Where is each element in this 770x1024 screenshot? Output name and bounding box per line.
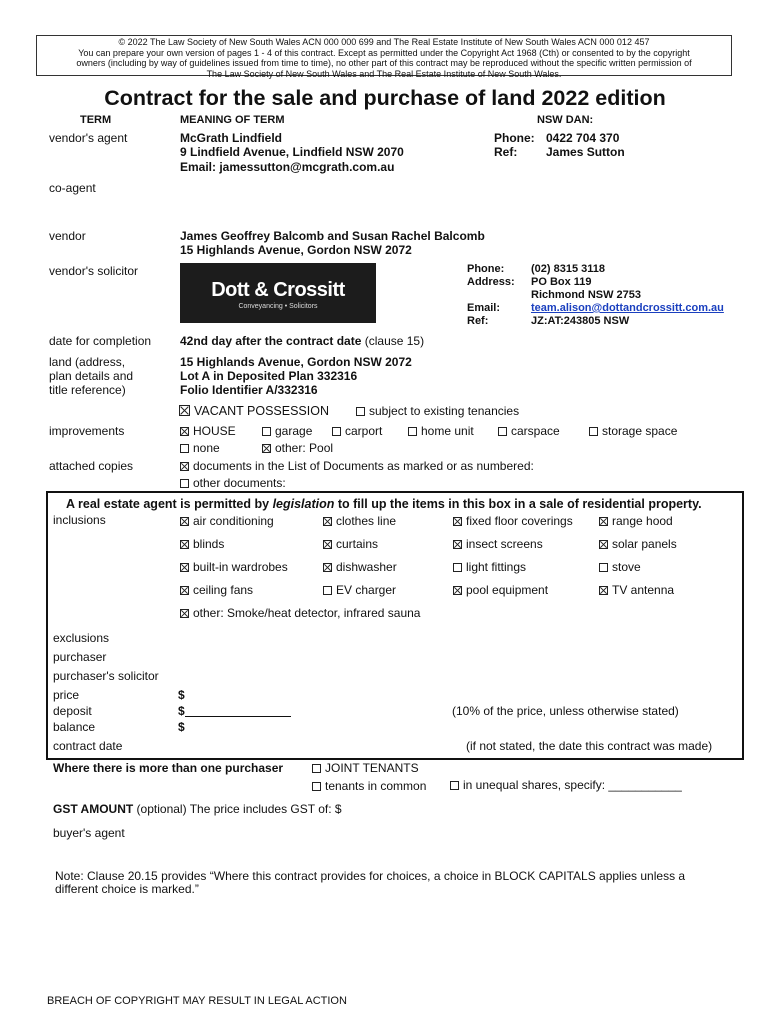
checked-box-icon[interactable] bbox=[180, 563, 189, 572]
solicitor-phone: (02) 8315 3118 bbox=[531, 263, 606, 275]
option-text: other: Pool bbox=[275, 441, 334, 455]
inclusion-item[interactable] bbox=[453, 537, 543, 551]
option-text: blinds bbox=[193, 537, 225, 551]
solicitor-ref-label: Ref: bbox=[467, 315, 489, 327]
improvement-none[interactable] bbox=[180, 441, 220, 455]
checked-box-icon[interactable] bbox=[180, 540, 189, 549]
logo-name: Dott & Crossitt bbox=[211, 279, 345, 301]
land-label-2: plan details and bbox=[49, 369, 134, 383]
inclusion-item[interactable] bbox=[323, 560, 397, 574]
unchecked-box-icon[interactable] bbox=[262, 427, 271, 436]
inclusion-item[interactable] bbox=[453, 560, 526, 574]
agent-phone-label: Phone: bbox=[494, 131, 535, 145]
copyright-warning-footer: BREACH OF COPYRIGHT MAY RESULT IN LEGAL ACTION bbox=[47, 995, 347, 1007]
gst-label: GST AMOUNT bbox=[53, 802, 134, 816]
dott-crossitt-logo bbox=[180, 263, 376, 323]
land-folio: Folio Identifier A/332316 bbox=[180, 383, 318, 397]
inclusion-other[interactable] bbox=[180, 606, 420, 620]
option-text: insect screens bbox=[466, 537, 543, 551]
heading-text: to fill up the items in this box in a sale of residential property. bbox=[334, 497, 702, 511]
completion-note: (clause 15) bbox=[364, 334, 425, 348]
option-text: storage space bbox=[602, 424, 678, 438]
vendor-address: 15 Highlands Avenue, Gordon NSW 2072 bbox=[180, 243, 412, 257]
page-title: Contract for the sale and purchase of land 2022 edition bbox=[104, 86, 666, 110]
land-plan: Lot A in Deposited Plan 332316 bbox=[180, 369, 358, 383]
agent-ref-label: Ref: bbox=[494, 145, 518, 159]
heading-text: A real estate agent is permitted by bbox=[66, 497, 273, 511]
option-text: documents in the List of Documents as marked or as numbered: bbox=[193, 459, 534, 473]
improvements-label: improvements bbox=[49, 424, 125, 438]
agent-address: 9 Lindfield Avenue, Lindfield NSW 2070 bbox=[180, 145, 404, 159]
checked-box-icon[interactable] bbox=[179, 405, 190, 416]
inclusion-item[interactable] bbox=[180, 537, 224, 551]
unchecked-box-icon[interactable] bbox=[408, 427, 417, 436]
copyright-line: © 2022 The Law Society of New South Wales ACN 000 000 699 and The Real Estate Institute of New South Wales ACN 000 012 457 bbox=[118, 37, 650, 47]
checked-box-icon[interactable] bbox=[180, 517, 189, 526]
unequal-shares-option[interactable] bbox=[450, 778, 682, 792]
improvement-storage[interactable] bbox=[589, 424, 677, 438]
improvement-carspace[interactable] bbox=[498, 424, 560, 438]
vacant-possession-option[interactable] bbox=[179, 404, 329, 418]
checked-box-icon[interactable] bbox=[453, 517, 462, 526]
inclusion-item[interactable] bbox=[453, 514, 573, 528]
price-label: price bbox=[53, 688, 80, 702]
inclusion-item[interactable] bbox=[323, 514, 396, 528]
option-text: TV antenna bbox=[612, 583, 675, 597]
unchecked-box-icon[interactable] bbox=[332, 427, 341, 436]
option-text: home unit bbox=[421, 424, 474, 438]
inclusion-item[interactable] bbox=[323, 583, 396, 597]
option-text: none bbox=[193, 441, 220, 455]
agent-fill-box bbox=[46, 491, 744, 760]
unchecked-box-icon[interactable] bbox=[498, 427, 507, 436]
checked-box-icon[interactable] bbox=[599, 586, 608, 595]
checked-box-icon[interactable] bbox=[453, 540, 462, 549]
note-line-1: Note: Clause 20.15 provides “Where this contract provides for choices, a choice in BLOCK CAPITALS applies unless a bbox=[55, 869, 686, 883]
agent-phone: 0422 704 370 bbox=[546, 131, 620, 145]
inclusion-item[interactable] bbox=[180, 560, 288, 574]
box-heading bbox=[66, 497, 702, 511]
balance-dollar: $ bbox=[178, 720, 185, 734]
term-header: TERM bbox=[80, 114, 112, 126]
option-text: in unequal shares, specify: ___________ bbox=[463, 778, 682, 792]
completion-value bbox=[180, 334, 424, 348]
contract-date-label: contract date bbox=[53, 739, 123, 753]
solicitor-ref: JZ:AT:243805 NSW bbox=[531, 315, 630, 327]
unchecked-box-icon[interactable] bbox=[180, 479, 189, 488]
checked-box-icon[interactable] bbox=[323, 517, 332, 526]
checked-box-icon[interactable] bbox=[453, 586, 462, 595]
checked-box-icon[interactable] bbox=[180, 586, 189, 595]
solicitor-email-label: Email: bbox=[467, 302, 501, 314]
vendors-agent-label: vendor's agent bbox=[49, 131, 128, 145]
deposit-dollar: $ bbox=[178, 704, 185, 718]
unchecked-box-icon[interactable] bbox=[312, 782, 321, 791]
unchecked-box-icon[interactable] bbox=[453, 563, 462, 572]
nsw-dan-header: NSW DAN: bbox=[537, 114, 594, 126]
checked-box-icon[interactable] bbox=[262, 444, 271, 453]
land-label-3: title reference) bbox=[49, 383, 126, 397]
checked-box-icon[interactable] bbox=[599, 517, 608, 526]
solicitor-address-1: PO Box 119 bbox=[531, 276, 592, 288]
option-text: tenants in common bbox=[325, 779, 427, 793]
solicitor-address-label: Address: bbox=[467, 276, 515, 288]
joint-tenants-option[interactable] bbox=[312, 761, 419, 775]
option-text: dishwasher bbox=[336, 560, 397, 574]
balance-label: balance bbox=[53, 720, 96, 734]
option-text: carport bbox=[345, 424, 383, 438]
checked-box-icon[interactable] bbox=[323, 540, 332, 549]
vendors-solicitor-label: vendor's solicitor bbox=[49, 264, 138, 278]
option-text: pool equipment bbox=[466, 583, 549, 597]
option-text: solar panels bbox=[612, 537, 677, 551]
improvement-home-unit[interactable] bbox=[408, 424, 474, 438]
option-text: other: Smoke/heat detector, infrared sauna bbox=[193, 606, 421, 620]
agent-email: Email: jamessutton@mcgrath.com.au bbox=[180, 160, 395, 174]
attached-documents-option[interactable] bbox=[180, 459, 534, 473]
vacant-possession-text: VACANT POSSESSION bbox=[194, 404, 329, 418]
purchasers-solicitor-label: purchaser's solicitor bbox=[53, 669, 159, 683]
inclusion-item[interactable] bbox=[599, 560, 641, 574]
deposit-field[interactable] bbox=[178, 704, 291, 718]
checked-box-icon[interactable] bbox=[599, 540, 608, 549]
solicitor-email-link[interactable]: team.alison@dottandcrossitt.com.au bbox=[531, 302, 724, 314]
inclusion-item[interactable] bbox=[599, 583, 674, 597]
completion-days: 42nd day after the contract date bbox=[180, 334, 362, 348]
vendor-label: vendor bbox=[49, 229, 86, 243]
existing-tenancies-option[interactable] bbox=[356, 404, 519, 418]
inclusion-item[interactable] bbox=[599, 514, 673, 528]
agent-ref: James Sutton bbox=[546, 145, 625, 159]
inclusion-item[interactable] bbox=[453, 583, 548, 597]
solicitor-address-2: Richmond NSW 2753 bbox=[531, 289, 642, 301]
meaning-header: MEANING OF TERM bbox=[180, 114, 285, 126]
existing-tenancies-text: subject to existing tenancies bbox=[369, 404, 520, 418]
more-than-one-purchaser-label: Where there is more than one purchaser bbox=[53, 761, 284, 775]
checked-box-icon[interactable] bbox=[180, 427, 189, 436]
land-label-1: land (address, bbox=[49, 355, 126, 369]
option-text: stove bbox=[612, 560, 641, 574]
checked-box-icon[interactable] bbox=[323, 563, 332, 572]
option-text: clothes line bbox=[336, 514, 397, 528]
unchecked-box-icon[interactable] bbox=[599, 563, 608, 572]
copyright-notice bbox=[36, 35, 732, 79]
deposit-label: deposit bbox=[53, 704, 92, 718]
inclusion-item[interactable] bbox=[180, 583, 253, 597]
improvement-other[interactable] bbox=[262, 441, 333, 455]
buyers-agent-label: buyer's agent bbox=[53, 826, 125, 840]
exclusions-label: exclusions bbox=[53, 631, 110, 645]
purchaser-label: purchaser bbox=[53, 650, 107, 664]
option-text: light fittings bbox=[466, 560, 527, 574]
completion-label: date for completion bbox=[49, 334, 152, 348]
gst-amount bbox=[53, 802, 342, 816]
option-text: ceiling fans bbox=[193, 583, 254, 597]
checked-box-icon[interactable] bbox=[180, 462, 189, 471]
price-dollar: $ bbox=[178, 688, 185, 702]
deposit-underline bbox=[185, 706, 291, 717]
gst-text: (optional) The price includes GST of: $ bbox=[133, 802, 342, 816]
option-text: fixed floor coverings bbox=[466, 514, 573, 528]
option-text: EV charger bbox=[336, 583, 397, 597]
deposit-note: (10% of the price, unless otherwise stated) bbox=[452, 704, 679, 718]
note-line-2: different choice is marked.” bbox=[55, 882, 199, 896]
agent-name: McGrath Lindfield bbox=[180, 131, 282, 145]
option-text: other documents: bbox=[193, 476, 286, 490]
tenants-in-common-option[interactable] bbox=[312, 779, 426, 793]
unchecked-box-icon[interactable] bbox=[356, 407, 365, 416]
unchecked-box-icon[interactable] bbox=[450, 781, 459, 790]
option-text: garage bbox=[275, 424, 313, 438]
option-text: built-in wardrobes bbox=[193, 560, 288, 574]
vendor-name: James Geoffrey Balcomb and Susan Rachel Balcomb bbox=[180, 229, 485, 243]
improvement-garage[interactable] bbox=[262, 424, 312, 438]
unchecked-box-icon[interactable] bbox=[180, 444, 189, 453]
option-text: curtains bbox=[336, 537, 379, 551]
option-text: air conditioning bbox=[193, 514, 274, 528]
unchecked-box-icon[interactable] bbox=[589, 427, 598, 436]
co-agent-label: co-agent bbox=[49, 181, 96, 195]
solicitor-phone-label: Phone: bbox=[467, 263, 505, 275]
attached-other-option[interactable] bbox=[180, 476, 286, 490]
land-address: 15 Highlands Avenue, Gordon NSW 2072 bbox=[180, 355, 412, 369]
inclusion-item[interactable] bbox=[599, 537, 677, 551]
option-text: range hood bbox=[612, 514, 673, 528]
contract-date-note: (if not stated, the date this contract was made) bbox=[466, 739, 713, 753]
inclusion-item[interactable] bbox=[323, 537, 378, 551]
checked-box-icon[interactable] bbox=[180, 609, 189, 618]
improvement-house[interactable] bbox=[180, 424, 236, 438]
option-text: JOINT TENANTS bbox=[325, 761, 419, 775]
option-text: HOUSE bbox=[193, 424, 236, 438]
option-text: carspace bbox=[511, 424, 560, 438]
improvement-carport[interactable] bbox=[332, 424, 382, 438]
unchecked-box-icon[interactable] bbox=[312, 764, 321, 773]
attached-copies-label: attached copies bbox=[49, 459, 134, 473]
inclusions-label: inclusions bbox=[53, 513, 106, 527]
heading-emphasis: legislation bbox=[272, 497, 335, 511]
logo-subtitle: Conveyancing • Solicitors bbox=[238, 303, 318, 310]
unchecked-box-icon[interactable] bbox=[323, 586, 332, 595]
copyright-line: The Law Society of New South Wales and The Real Estate Institute of New South Wales. bbox=[206, 68, 562, 79]
copyright-line: owners (including by way of guidelines issued from time to time), no other part of this contract may be reproduced without the specific written permission of bbox=[76, 58, 692, 68]
copyright-line: You can prepare your own version of pages 1 - 4 of this contract. Except as permitted under the Copyright Act 1968 (Cth) or consented to by the copyright bbox=[78, 47, 690, 58]
inclusion-item[interactable] bbox=[180, 514, 274, 528]
